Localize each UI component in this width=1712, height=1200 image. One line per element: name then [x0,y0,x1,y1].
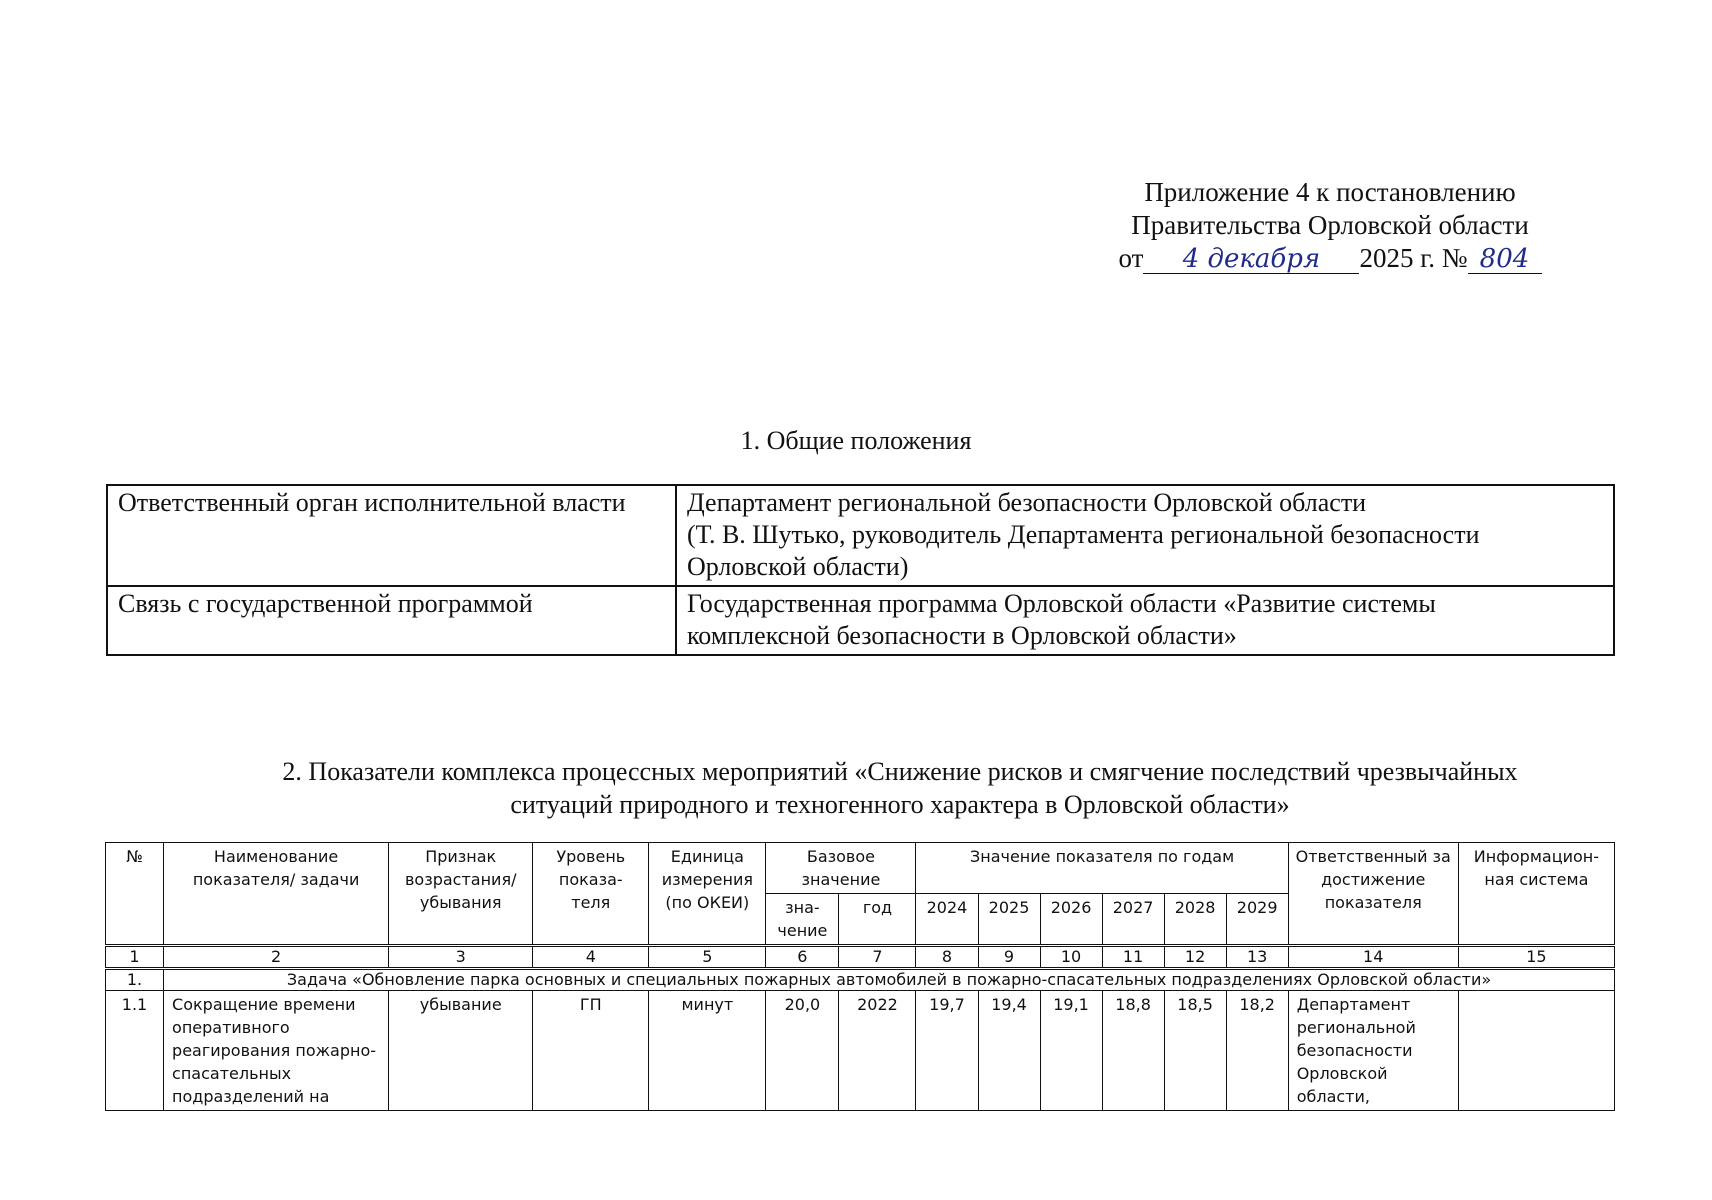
column-number: 3 [389,946,533,969]
header-year-2025: 2025 [978,894,1040,946]
section-1-title: 1. Общие положения [740,426,972,455]
header-year-2028: 2028 [1164,894,1226,946]
indicator-no: 1.1 [106,991,164,1111]
indicator-value-2027: 18,8 [1102,991,1164,1111]
row-value-responsible-body [676,485,1614,586]
appendix-block [1100,176,1560,275]
header-info-system: Информацион- ная система [1458,843,1614,946]
row-value-state-program [676,586,1614,655]
indicator-level: ГП [533,991,649,1111]
indicator-info-system [1458,991,1614,1111]
value-line: Департамент региональной безопасности Орловской области [687,488,1367,517]
section-2-title-line-2: ситуаций природного и техногенного характера в Орловской области» [510,790,1290,819]
value-line: комплексной безопасности в Орловской области» [687,621,1237,650]
value-line: Орловской области) [687,552,909,581]
value-line: Государственная программа Орловской области «Развитие системы [687,589,1436,618]
header-base-year: год [839,894,916,946]
task-text: Задача «Обновление парка основных и специальных пожарных автомобилей в пожарно-спасательных подразделениях Орловской области» [164,969,1615,991]
section-2-title [200,755,1600,821]
column-number: 1 [106,946,164,969]
appendix-from-label: от [1118,243,1144,273]
indicator-value-2026: 19,1 [1040,991,1102,1111]
indicator-value-2025: 19,4 [978,991,1040,1111]
column-number: 11 [1102,946,1164,969]
column-number: 5 [649,946,766,969]
column-number: 13 [1226,946,1288,969]
header-level: Уровень показа- теля [533,843,649,946]
indicator-sign: убывание [389,991,533,1111]
table-row [107,485,1614,586]
column-number: 6 [766,946,839,969]
row-label-responsible-body: Ответственный орган исполнительной власти [107,485,676,586]
table-row [107,586,1614,655]
handwritten-date: 4 декабря [1143,245,1359,274]
appendix-date-line [1100,242,1560,275]
column-number: 8 [916,946,978,969]
row-label-state-program: Связь с государственной программой [107,586,676,655]
header-no: № [106,843,164,946]
section-2-title-line-1: 2. Показатели комплекса процессных мероприятий «Снижение рисков и смягчение последствий чрезвычайных [282,757,1518,786]
column-number: 9 [978,946,1040,969]
task-number: 1. [106,969,164,991]
indicators-table [105,842,1615,1111]
column-number: 14 [1288,946,1458,969]
header-base-value: зна- чение [766,894,839,946]
header-year-2024: 2024 [916,894,978,946]
handwritten-number: 804 [1468,245,1542,274]
column-number: 2 [164,946,389,969]
value-line: (Т. В. Шутько, руководитель Департамента региональной безопасности [687,520,1480,549]
header-row [106,843,1615,894]
header-year-2029: 2029 [1226,894,1288,946]
appendix-year-number-label: 2025 г. № [1359,243,1468,273]
indicator-base-value: 20,0 [766,991,839,1111]
column-number: 7 [839,946,916,969]
header-name: Наименование показателя/ задачи [164,843,389,946]
task-row [106,969,1615,991]
indicator-name: Сокращение времени оперативного реагирования пожарно-спасательных подразделений на [164,991,389,1111]
column-number: 15 [1458,946,1614,969]
general-provisions-table [106,484,1615,656]
column-number: 12 [1164,946,1226,969]
indicator-base-year: 2022 [839,991,916,1111]
table-row [106,991,1615,1111]
header-responsible: Ответственный за достижение показателя [1288,843,1458,946]
indicator-responsible: Департамент региональной безопасности Орловской области, [1288,991,1458,1111]
column-number: 10 [1040,946,1102,969]
column-numbers-row [106,946,1615,969]
header-year-2026: 2026 [1040,894,1102,946]
header-unit: Единица измерения (по ОКЕИ) [649,843,766,946]
indicator-value-2028: 18,5 [1164,991,1226,1111]
indicator-value-2024: 19,7 [916,991,978,1111]
appendix-government: Правительства Орловской области [1131,210,1529,240]
column-number: 4 [533,946,649,969]
header-year-2027: 2027 [1102,894,1164,946]
indicator-unit: минут [649,991,766,1111]
indicator-value-2029: 18,2 [1226,991,1288,1111]
header-years-group: Значение показателя по годам [916,843,1288,894]
appendix-title: Приложение 4 к постановлению [1144,177,1516,207]
header-base: Базовое значение [766,843,916,894]
header-sign: Признак возрастания/ убывания [389,843,533,946]
